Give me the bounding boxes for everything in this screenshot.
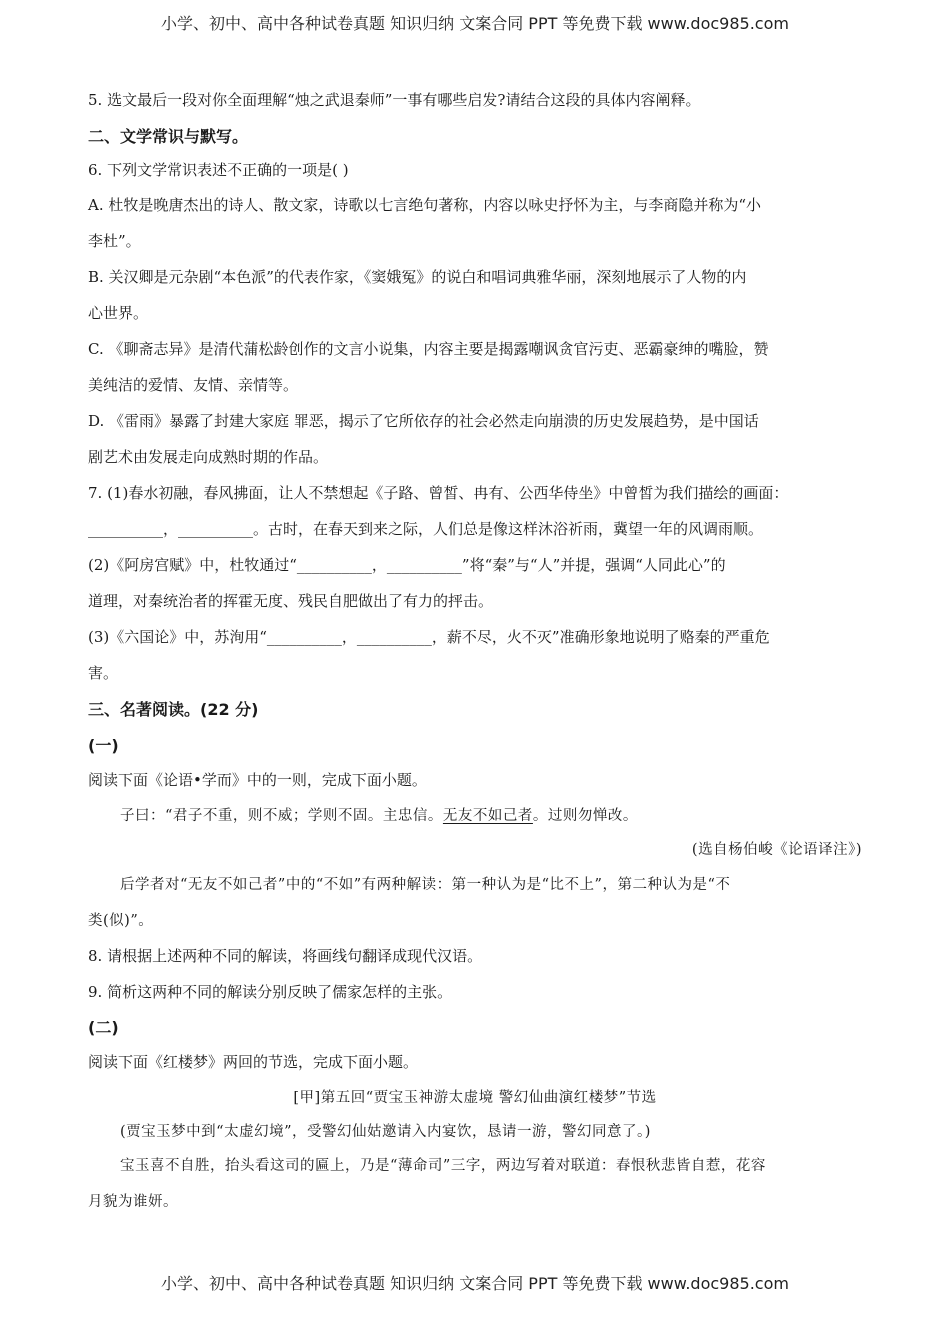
question-7-line5: (3)《六国论》中，苏洵用“__________，__________，薪不尽，火不灭”准确形象地说明了赂秦的严重危 [88, 628, 770, 646]
part-1-heading: (一) [88, 736, 119, 755]
quote-text-1: 子曰：“君子不重，则不威；学则不固。主忠信。 [120, 808, 443, 824]
question-7-line4: 道理，对秦统治者的挥霍无度、残民自肥做出了有力的抨击。 [88, 592, 494, 610]
question-7-line1: 7. (1)春水初融，春风拂面，让人不禁想起《子路、曾皙、冉有、公西华侍坐》中曾皙为我们描绘的画面： [88, 484, 789, 502]
section-2-heading: 二、文学常识与默写。 [88, 127, 249, 146]
quote-text-2: 。过则勿惮改。 [532, 808, 638, 824]
question-7-line3: (2)《阿房宫赋》中，杜牧通过“__________，__________”将“秦”与“人”并提，强调“人同此心”的 [88, 556, 726, 574]
explanation-line2: 类(似)”。 [88, 913, 154, 929]
option-b-line1: B. 关汉卿是元杂剧“本色派”的代表作家，《窦娥冤》的说白和唱词典雅华丽，深刻地展示了人物的内 [88, 268, 747, 286]
excerpt-title: [甲]第五回“贾宝玉神游太虚境 警幻仙曲演红楼梦”节选 [293, 1090, 657, 1106]
option-b-line2: 心世界。 [88, 304, 149, 322]
option-d-line1: D. 《雷雨》暴露了封建大家庭 罪恶，揭示了它所依存的社会必然走向崩溃的历史发展趋势，是中国话 [88, 412, 759, 430]
option-c-line2: 美纯洁的爱情、友情、亲情等。 [88, 376, 299, 394]
excerpt-note: (贾宝玉梦中到“太虚幻境”，受警幻仙姑邀请入内宴饮，恳请一游，警幻同意了。) [120, 1124, 651, 1140]
analects-quote [120, 804, 638, 825]
reading-1-intro: 阅读下面《论语•学而》中的一则，完成下面小题。 [88, 771, 427, 789]
question-7-line6: 害。 [88, 664, 119, 682]
question-7-line2: __________，__________。古时，在春天到来之际，人们总是像这样沐浴祈雨，冀望一年的风调雨顺。 [88, 520, 764, 538]
reading-2-intro: 阅读下面《红楼梦》两回的节选，完成下面小题。 [88, 1053, 419, 1071]
option-d-line2: 剧艺术由发展走向成熟时期的作品。 [88, 448, 329, 466]
option-c-line1: C. 《聊斋志异》是清代蒲松龄创作的文言小说集，内容主要是揭露嘲讽贪官污吏、恶霸豪绅的嘴脸，赞 [88, 340, 769, 358]
excerpt-line1: 宝玉喜不自胜，抬头看这司的匾上，乃是“薄命司”三字，两边写着对联道：春恨秋悲皆自惹，花容 [120, 1158, 766, 1174]
underlined-sentence: 无友不如己者 [442, 808, 533, 824]
page-header: 小学、初中、高中各种试卷真题 知识归纳 文案合同 PPT 等免费下载 www.doc985.com [161, 14, 789, 33]
part-2-heading: (二) [88, 1018, 119, 1037]
question-5: 5. 选文最后一段对你全面理解“烛之武退秦师”一事有哪些启发?请结合这段的具体内容阐释。 [88, 91, 701, 109]
quote-source: (选自杨伯峻《论语译注》) [691, 842, 862, 858]
question-9: 9. 简析这两种不同的解读分别反映了儒家怎样的主张。 [88, 983, 453, 1001]
excerpt-line2: 月貌为谁妍。 [88, 1194, 178, 1210]
option-a-line1: A. 杜牧是晚唐杰出的诗人、散文家，诗歌以七言绝句著称，内容以咏史抒怀为主，与李商隐并称为“小 [88, 196, 762, 214]
option-a-line2: 李杜”。 [88, 232, 141, 250]
question-6: 6. 下列文学常识表述不正确的一项是( ) [88, 161, 349, 179]
explanation-line1: 后学者对“无友不如己者”中的“不如”有两种解读：第一种认为是“比不上”，第二种认为是“不 [120, 877, 731, 893]
question-8: 8. 请根据上述两种不同的解读，将画线句翻译成现代汉语。 [88, 947, 483, 965]
section-3-heading: 三、名著阅读。(22 分) [88, 700, 259, 719]
page-footer: 小学、初中、高中各种试卷真题 知识归纳 文案合同 PPT 等免费下载 www.doc985.com [161, 1274, 789, 1293]
